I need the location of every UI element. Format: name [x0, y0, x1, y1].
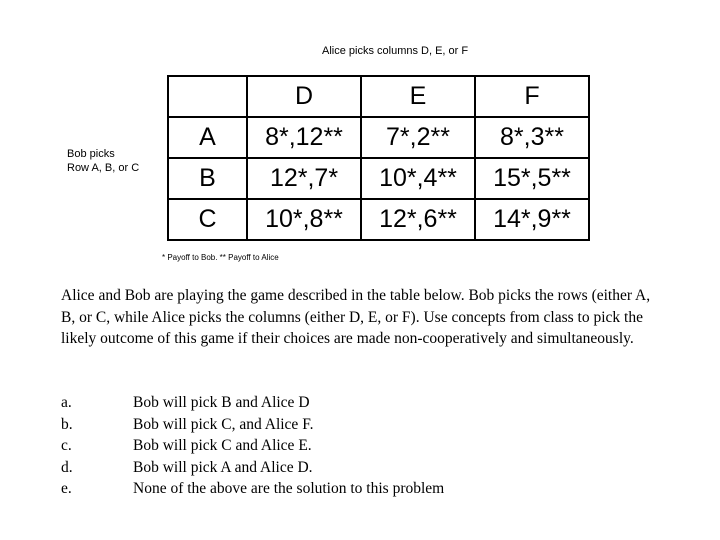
row-caption-line: Bob picks	[67, 148, 115, 160]
table-corner-cell	[168, 76, 247, 117]
option-d	[61, 457, 444, 479]
row-caption-line: Row A, B, or C	[67, 162, 140, 174]
option-letter: b.	[61, 415, 73, 433]
payoff-cell: 7*,2**	[361, 117, 475, 158]
column-header-e: E	[361, 76, 475, 117]
payoff-cell: 14*,9**	[475, 199, 589, 240]
table-footnote: * Payoff to Bob. ** Payoff to Alice	[162, 253, 279, 262]
payoff-cell: 15*,5**	[475, 158, 589, 199]
table-row	[168, 199, 589, 240]
payoff-table	[167, 75, 590, 241]
payoff-cell: 10*,4**	[361, 158, 475, 199]
option-text: Bob will pick A and Alice D.	[133, 458, 313, 476]
column-caption: Alice picks columns D, E, or F	[322, 45, 469, 57]
row-header-a: A	[168, 117, 247, 158]
option-e	[61, 478, 444, 500]
row-header-b: B	[168, 158, 247, 199]
payoff-cell: 8*,12**	[247, 117, 361, 158]
option-b	[61, 414, 444, 436]
option-letter: d.	[61, 458, 73, 476]
row-header-c: C	[168, 199, 247, 240]
payoff-cell: 12*,6**	[361, 199, 475, 240]
table-row	[168, 158, 589, 199]
payoff-cell: 10*,8**	[247, 199, 361, 240]
option-text: Bob will pick C, and Alice F.	[133, 415, 314, 433]
payoff-cell: 12*,7*	[247, 158, 361, 199]
option-letter: e.	[61, 480, 72, 497]
option-letter: a.	[61, 394, 72, 411]
table-header-row	[168, 76, 589, 117]
row-caption	[67, 147, 139, 175]
option-letter: c.	[61, 437, 72, 454]
question-text: Alice and Bob are playing the game described in the table below. Bob picks the rows (either A, B, or C, while Alice picks the columns (either D, E, or F). Use concepts from class to pick the likely outcome of this game if their choices are made non-cooperatively and simultaneously.	[61, 287, 651, 347]
column-header-d: D	[247, 76, 361, 117]
option-text: Bob will pick C and Alice E.	[133, 437, 312, 454]
option-c	[61, 435, 444, 457]
option-a	[61, 392, 444, 414]
option-text: Bob will pick B and Alice D	[133, 394, 310, 411]
option-text: None of the above are the solution to this problem	[133, 480, 445, 497]
payoff-cell: 8*,3**	[475, 117, 589, 158]
column-header-f: F	[475, 76, 589, 117]
table-row	[168, 117, 589, 158]
answer-options	[61, 392, 444, 500]
